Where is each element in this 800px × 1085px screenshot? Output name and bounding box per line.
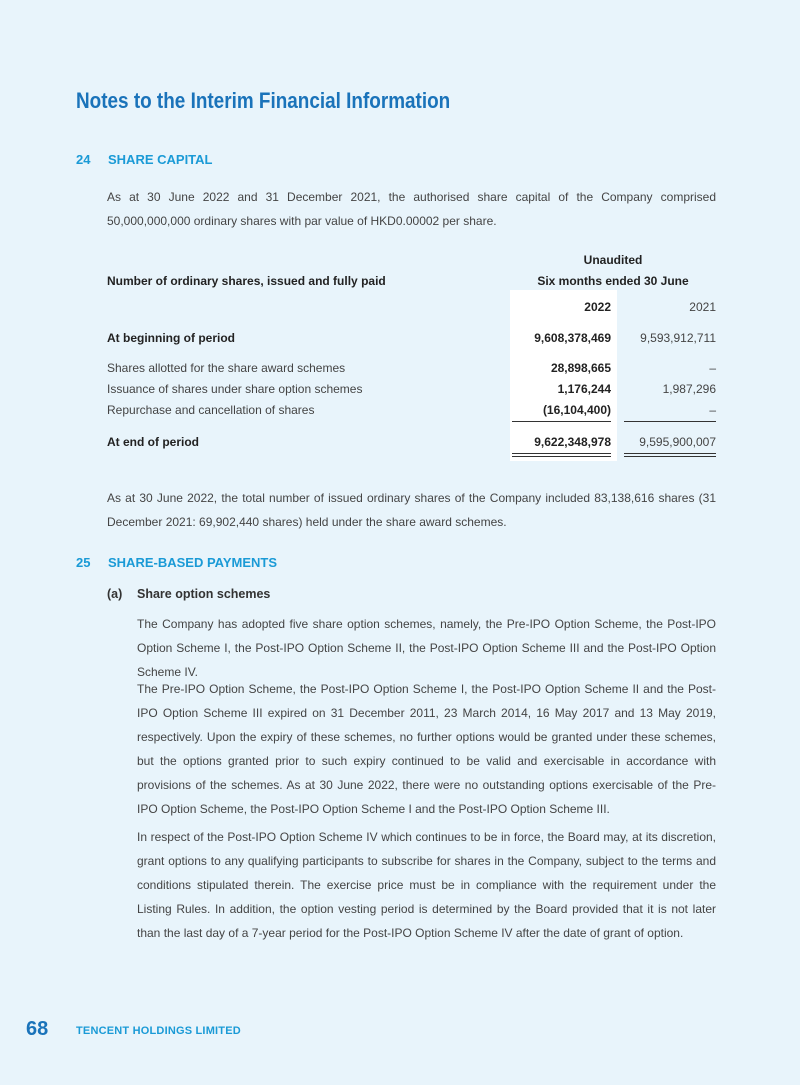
expired-schemes-paragraph: The Pre-IPO Option Scheme, the Post-IPO Option Scheme I, the Post-IPO Option Scheme II and the Post-IPO Option Scheme III expired on 31 December 2011, 23 March 2014, 16 May 2017 and 13 May 2019, respectively. Upon the expiry of these schemes, no further options would be granted under these schemes, but the options granted prior to such expiry continued to be valid and exercisable in accordance with provisions of the schemes. As at 30 June 2022, there were no outstanding options exercisable of the Pre-IPO Option Scheme, the Post-IPO Option Scheme I and the Post-IPO Option Scheme III. [137,682,716,816]
table-cell-2021: – [709,361,716,375]
column-header-2021: 2021 [689,300,716,314]
section-24-heading [76,152,212,167]
total-double-rule-2021 [624,456,716,457]
table-cell-2021: – [709,403,716,417]
table-row-label: At end of period [107,435,199,449]
total-rule-2022 [512,453,611,454]
table-row-label: Repurchase and cancellation of shares [107,403,315,417]
share-award-paragraph: As at 30 June 2022, the total number of issued ordinary shares of the Company included 83,138,616 shares (31 December 2021: 69,902,440 shares) held under the share award schemes. [107,491,716,529]
table-cell-2022: 1,176,244 [557,382,611,396]
total-double-rule-2022 [512,456,611,457]
share-capital-paragraph: As at 30 June 2022 and 31 December 2021, the authorised share capital of the Company comprised 50,000,000,000 ordinary shares with par value of HKD0.00002 per share. [107,190,716,228]
subtotal-rule-2022 [512,421,611,422]
subsection-label: (a) [107,587,123,601]
page-title: Notes to the Interim Financial Information [76,88,451,113]
table-cell-2021: 9,595,900,007 [639,435,716,449]
page-number: 68 [26,1018,49,1040]
column-header-2022: 2022 [584,300,611,314]
table-row-label: Issuance of shares under share option schemes [107,382,363,396]
subsection-a-heading [107,587,270,601]
table-cell-2022: (16,104,400) [542,403,611,417]
company-name: TENCENT HOLDINGS LIMITED [76,1025,241,1037]
section-title: SHARE-BASED PAYMENTS [108,555,278,570]
section-number: 24 [76,152,91,167]
table-row-label: At beginning of period [107,331,235,345]
option-schemes-paragraph: The Company has adopted five share option schemes, namely, the Pre-IPO Option Scheme, the Post-IPO Option Scheme I, the Post-IPO Option Scheme II, the Post-IPO Option Scheme III and the Post-IPO Option Scheme IV. [137,617,716,679]
table-row-label: Shares allotted for the share award schemes [107,361,346,375]
table-cell-2021: 1,987,296 [662,382,716,396]
table-header-description: Number of ordinary shares, issued and fully paid [107,274,386,288]
subtotal-rule-2021 [624,421,716,422]
section-25-heading [76,555,277,570]
table-cell-2022: 9,608,378,469 [534,331,611,345]
table-cell-2022: 28,898,665 [550,361,611,375]
subsection-title: Share option schemes [137,587,271,601]
table-cell-2021: 9,593,912,711 [640,331,716,345]
scheme-iv-paragraph: In respect of the Post-IPO Option Scheme IV which continues to be in force, the Board may, at its discretion, grant options to any qualifying participants to subscribe for shares in the Company, subject to the terms and conditions stipulated therein. The exercise price must be in compliance with the requirement under the Listing Rules. In addition, the option vesting period is determined by the Board provided that it is not later than the last day of a 7-year period for the Post-IPO Option Scheme IV after the date of grant of option. [137,830,716,940]
total-rule-2021 [624,453,716,454]
section-number: 25 [76,555,91,570]
table-header-period: Six months ended 30 June [537,274,689,288]
table-header-unaudited: Unaudited [583,253,643,267]
table-cell-2022: 9,622,348,978 [534,435,611,449]
section-title: SHARE CAPITAL [108,152,213,167]
